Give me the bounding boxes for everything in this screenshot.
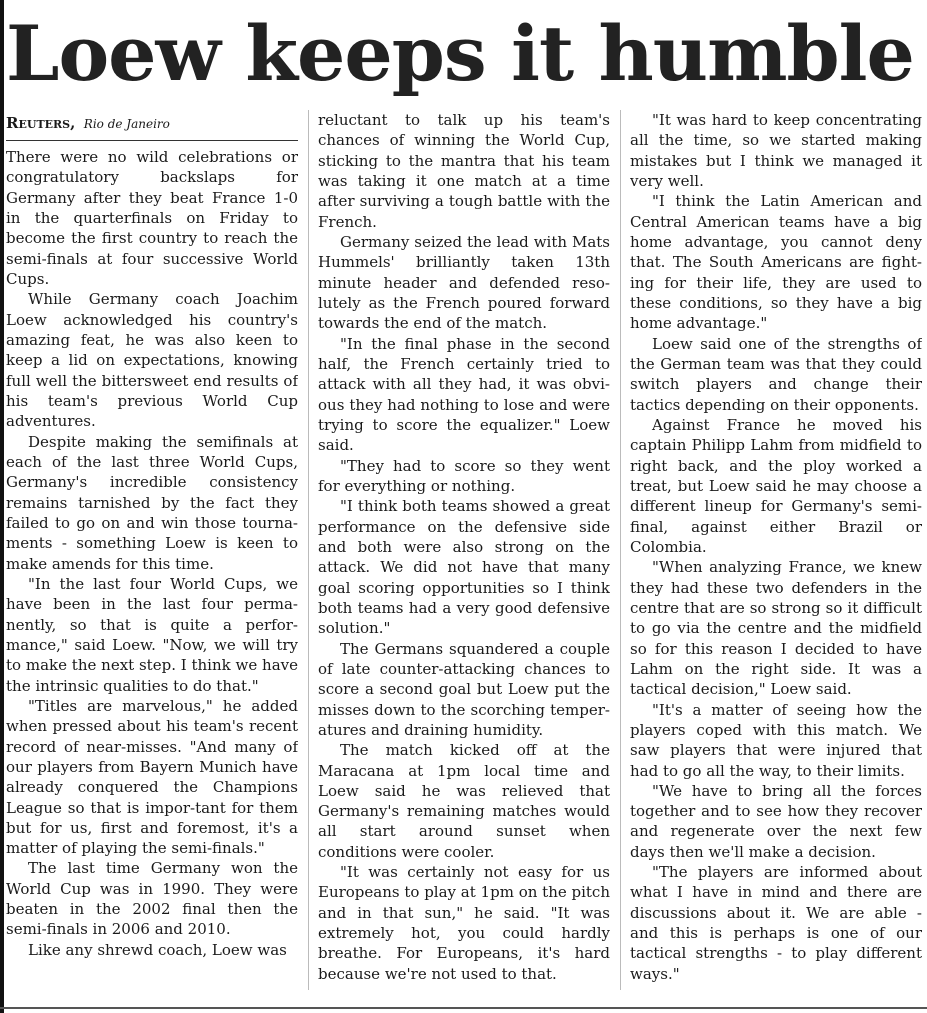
paragraph: "The players are informed about what I have in mind and there are discussions about it. We are able - and this is perhaps is one of our tactical strengths - to play different ways.": [630, 863, 922, 983]
paragraph: "I think the Latin American and Central American teams have a big home advantage, you cannot deny that. The South Americans are fight-ing for their life, they are used to these conditions, so they have a big home advantage.": [630, 192, 922, 333]
headline: Loew keeps it humble: [6, 9, 914, 98]
paragraph: While Germany coach Joachim Loew acknowledged his country's amazing feat, he was also keen to keep a lid on expectations, knowing full well the bittersweet end results of his team's previous World Cup adventures.: [6, 290, 298, 431]
left-border-rule: [0, 0, 4, 1013]
column-divider: [308, 110, 309, 990]
paragraph: "They had to score so they went for everything or nothing.: [318, 456, 610, 495]
paragraph: "In the final phase in the second half, the French certainly tried to attack with all they had, it was obvi-ous they had nothing to lose and were trying to score the equalizer." Loew said.: [318, 334, 610, 455]
article-column-1: [6, 147, 298, 992]
paragraph: reluctant to talk up his team's chances of winning the World Cup, sticking to the mantra that his team was taking it one match at a time after surviving a tough battle with the French.: [318, 111, 610, 231]
paragraph: The match kicked off at the Maracana at 1pm local time and Loew said he was relieved that Germany's remaining matches would all start around sunset when conditions were cooler.: [318, 741, 610, 861]
paragraph: "In the last four World Cups, we have been in the last four perma-nently, so that is quite a perfor-mance," said Loew. "Now, we will try to make the next step. I think we have the intrinsic qualities to do that.": [6, 574, 298, 695]
paragraph: "Titles are marvelous," he added when pressed about his team's recent record of near-misses. "And many of our players from Bayern Munich have already conquered the Champions League so that is impor-tant for them but for us, first and foremost, it's a matter of playing the semi-finals.": [6, 696, 298, 858]
paragraph: The Germans squandered a couple of late counter-attacking chances to score a second goal but Loew put the misses down to the scorching temper-atures and draining humidity.: [318, 639, 610, 739]
column-divider: [620, 110, 621, 990]
article-column-3: [630, 110, 922, 992]
article-column-2: [318, 110, 610, 992]
paragraph: "I think both teams showed a great performance on the defensive side and both were also strong on the attack. We did not have that many goal scoring opportunities so I think both teams had a very good defensive solution.": [318, 497, 610, 638]
paragraph: "When analyzing France, we knew they had these two defenders in the centre that are so strong so it difficult to go via the centre and the midfield so for this reason I decided to have Lahm on the right side. It was a tactical decision," Loew said.: [630, 558, 922, 699]
paragraph: The last time Germany won the World Cup was in 1990. They were beaten in the 2002 final then the semi-finals in 2006 and 2010.: [6, 859, 298, 939]
paragraph: Despite making the semifinals at each of the last three World Cups, Germany's incredible consistency remains tarnished by the fact they failed to go on and win those tourna-ments - something Loew is keen to make amends for this time.: [6, 432, 298, 573]
byline-place: Rio de Janeiro: [83, 117, 170, 131]
byline: [6, 113, 298, 141]
byline-agency: Reuters,: [6, 114, 76, 132]
paragraph: "It was hard to keep concentrating all the time, so we started making mistakes but I think we managed it very well.: [630, 111, 922, 190]
paragraph: Loew said one of the strengths of the German team was that they could switch players and change their tactics depending on their opponents.: [630, 334, 922, 414]
paragraph: Like any shrewd coach, Loew was: [28, 940, 287, 959]
paragraph: There were no wild celebrations or congratulatory backslaps for Germany after they beat France 1-0 in the quarterfinals on Friday to become the first country to reach the semi-finals at four successive World Cups.: [6, 148, 298, 288]
paragraph: "It's a matter of seeing how the players coped with this match. We saw players that were injured that had to go all the way, to their limits.: [630, 700, 922, 780]
paragraph: Against France he moved his captain Philipp Lahm from midfield to right back, and the ploy worked a treat, but Loew said he may choose a different lineup for Germany's semi-final, against either Brazil or Colombia.: [630, 415, 922, 556]
paragraph: Germany seized the lead with Mats Hummels' brilliantly taken 13th minute header and defended reso-lutely as the French poured forward towards the end of the match.: [318, 232, 610, 333]
paragraph: "We have to bring all the forces together and to see how they recover and regenerate over the next few days then we'll make a decision.: [630, 781, 922, 861]
paragraph: "It was certainly not easy for us Europeans to play at 1pm on the pitch and in that sun," he said. "It was extremely hot, you could hardly breathe. For Europeans, it's hard because we're not used to that.: [318, 863, 610, 983]
bottom-rule: [0, 1007, 927, 1009]
